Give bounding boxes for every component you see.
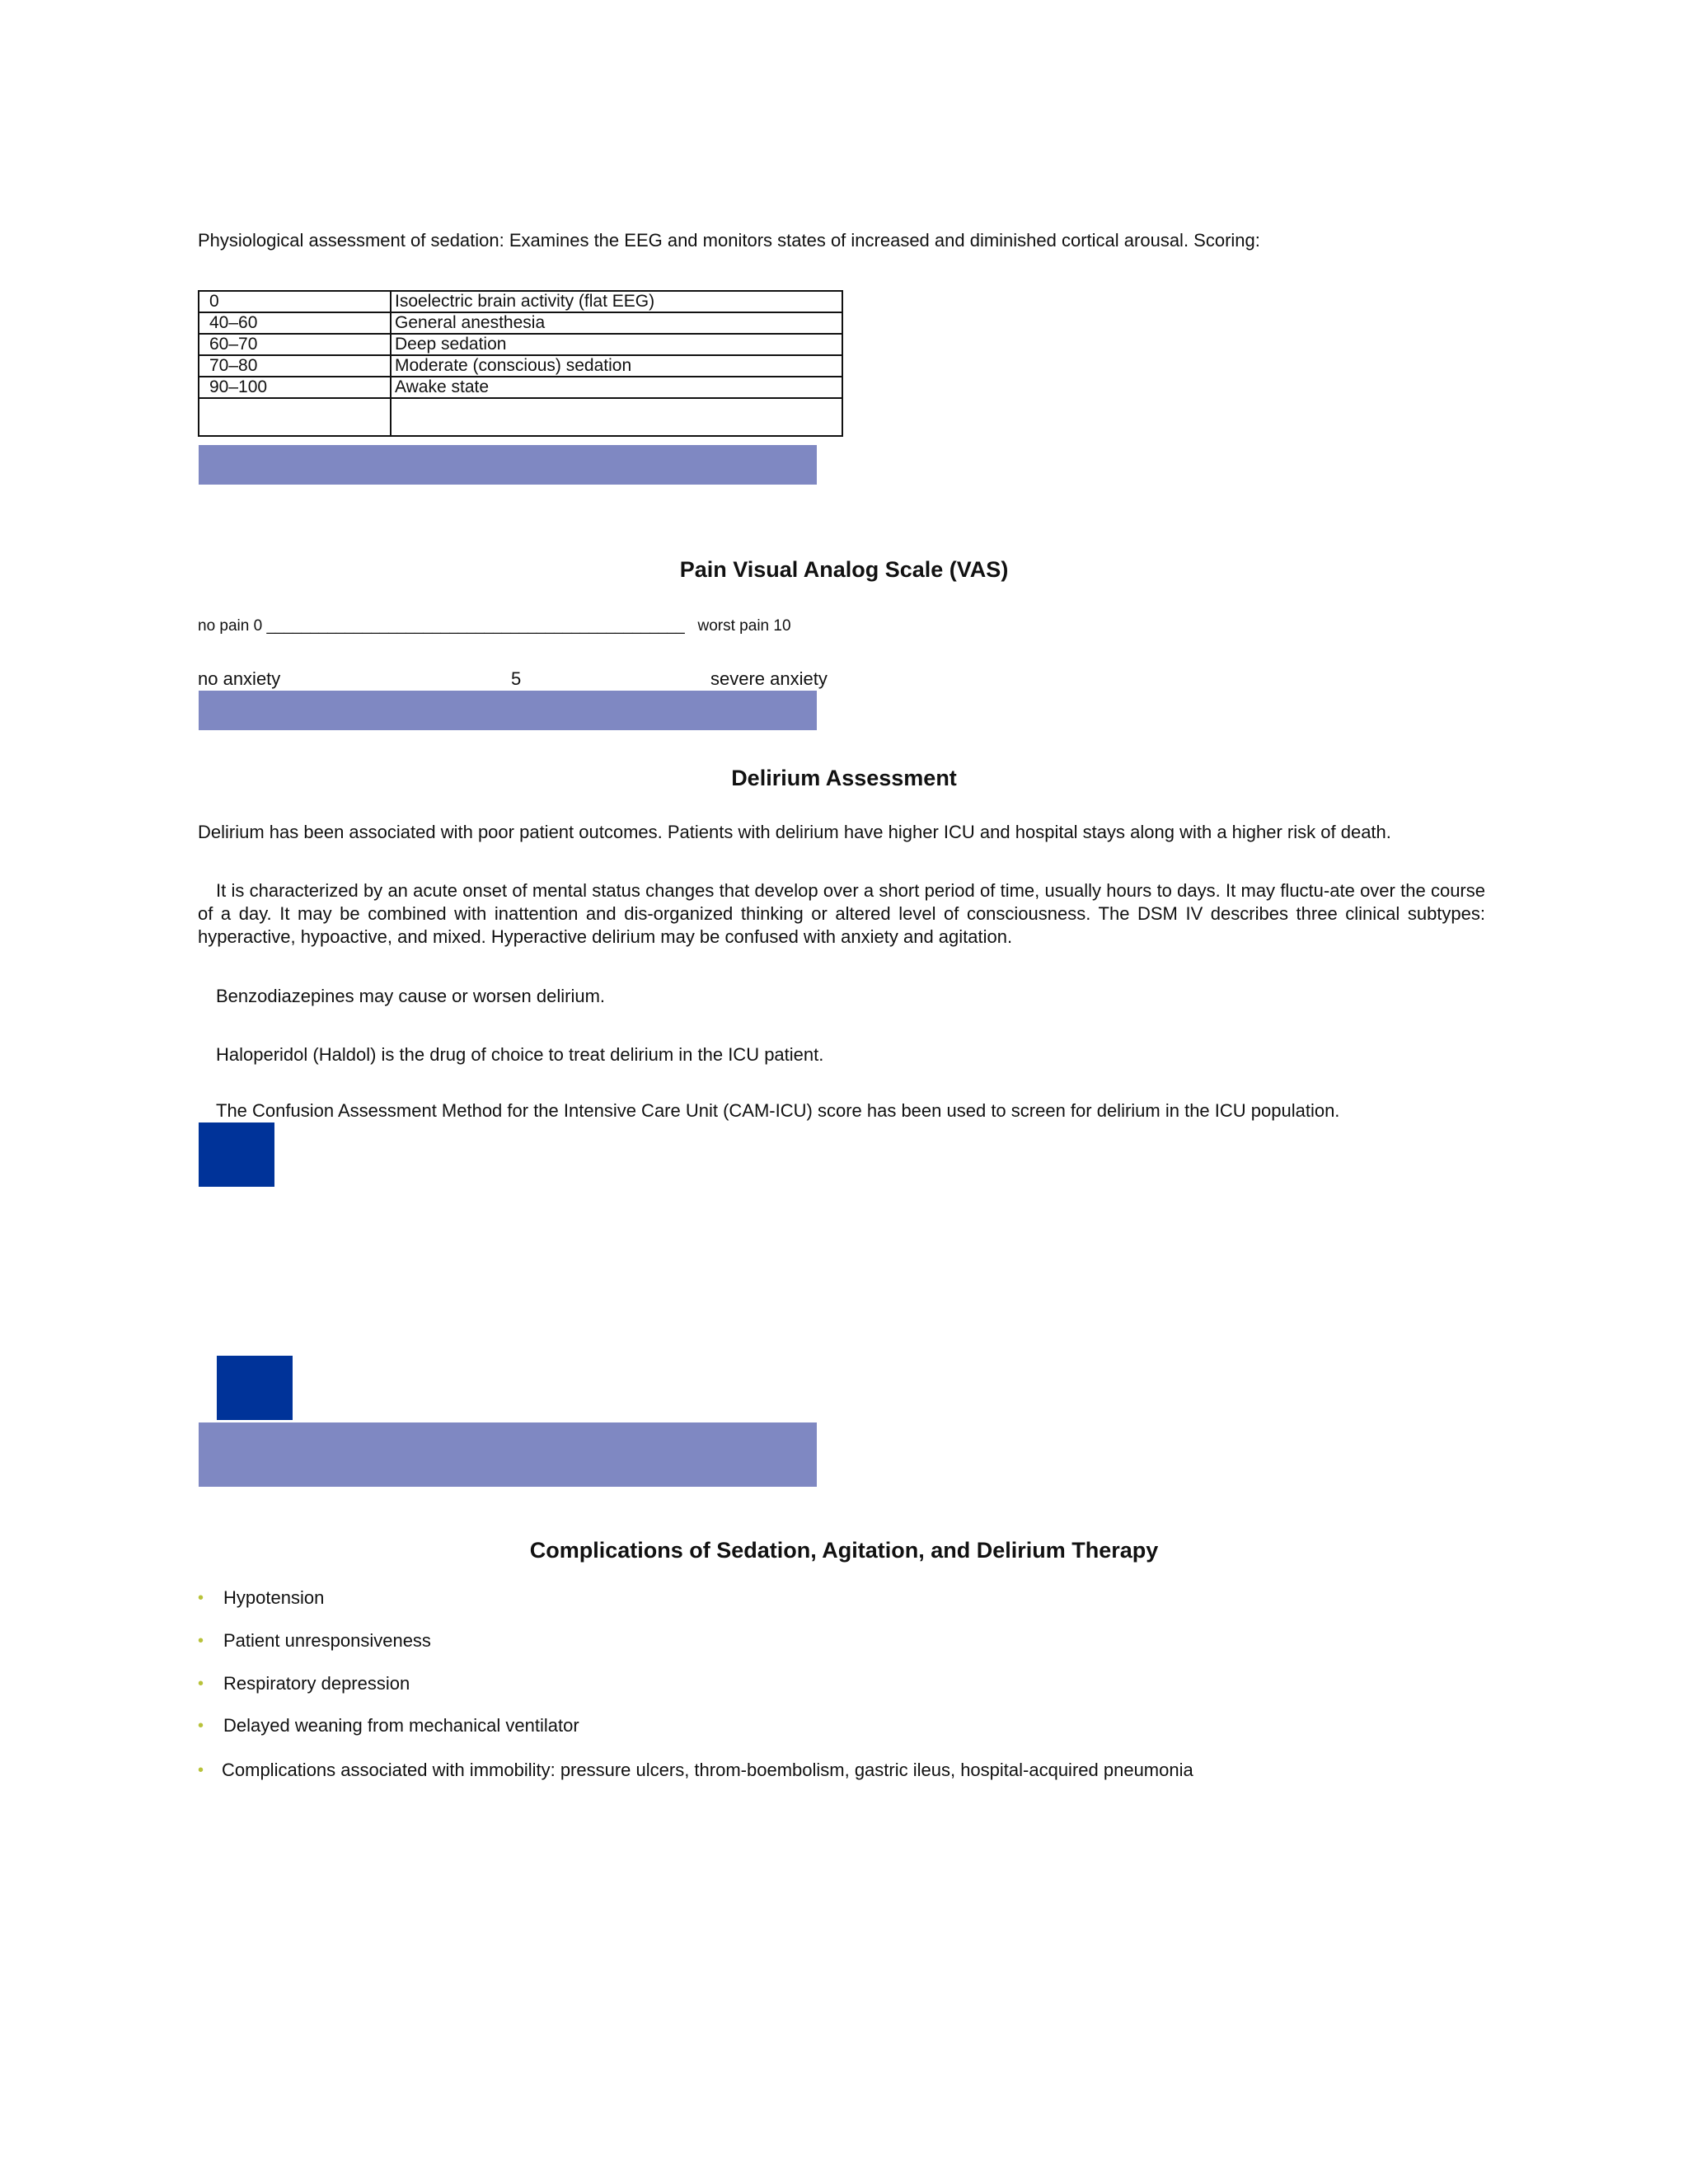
- delirium-title: Delirium Assessment: [731, 766, 957, 790]
- table-row-empty: [199, 398, 842, 436]
- table-row: [199, 355, 842, 377]
- list-item: • Patient unresponsiveness: [198, 1630, 431, 1651]
- complications-title: Complications of Sedation, Agitation, and Delirium Therapy: [529, 1538, 1159, 1563]
- bullet-icon: •: [198, 1717, 204, 1735]
- list-item: • Hypotension: [198, 1587, 325, 1608]
- bullet-icon: •: [198, 1589, 204, 1607]
- state-cell-empty: [391, 398, 842, 436]
- score-cell: 70–80: [199, 355, 391, 377]
- anxiety-scale-mid: 5: [511, 668, 522, 689]
- anxiety-scale-right: severe anxiety: [710, 668, 828, 689]
- section-divider-band: [199, 691, 817, 730]
- bullet-icon: •: [198, 1632, 204, 1650]
- table-row: [199, 377, 842, 398]
- score-cell: 60–70: [199, 334, 391, 355]
- state-cell: Deep sedation: [391, 334, 842, 355]
- complications-list: [198, 1586, 1599, 1782]
- state-cell: Isoelectric brain activity (flat EEG): [391, 291, 842, 312]
- anxiety-scale-left: no anxiety: [198, 668, 281, 689]
- blue-square-block: [199, 1122, 274, 1187]
- state-cell: Awake state: [391, 377, 842, 398]
- bis-score-table: [198, 290, 843, 437]
- pain-scale-line: no pain 0 ________________________________________________ worst pain 10: [198, 617, 791, 635]
- table-row: [199, 312, 842, 334]
- list-item: • Complications associated with immobility: pressure ulcers, throm-boembolism, gastric ileus, hospital-acquired pneumonia: [198, 1760, 1193, 1780]
- intro-paragraph: Physiological assessment of sedation: Examines the EEG and monitors states of increased and diminished cortical arousal. Scoring:: [198, 230, 1260, 251]
- list-item: • Respiratory depression: [198, 1673, 410, 1694]
- score-cell: 40–60: [199, 312, 391, 334]
- delirium-paragraph-4: Haloperidol (Haldol) is the drug of choice to treat delirium in the ICU patient.: [216, 1044, 824, 1065]
- table-row: [199, 334, 842, 355]
- vas-title: Pain Visual Analog Scale (VAS): [679, 557, 1009, 582]
- score-cell: 0: [199, 291, 391, 312]
- delirium-paragraph-3: Benzodiazepines may cause or worsen delirium.: [216, 986, 606, 1006]
- bullet-icon: •: [198, 1761, 204, 1779]
- list-item: • Delayed weaning from mechanical ventilator: [198, 1715, 579, 1736]
- table-row: [199, 291, 842, 312]
- delirium-paragraph-1: Delirium has been associated with poor patient outcomes. Patients with delirium have higher ICU and hospital stays along with a higher risk of death.: [198, 822, 1391, 842]
- score-cell: 90–100: [199, 377, 391, 398]
- section-divider-band: [199, 1422, 817, 1487]
- blue-square-block: [217, 1356, 293, 1420]
- bullet-icon: •: [198, 1675, 204, 1693]
- section-divider-band: [199, 445, 817, 485]
- state-cell: Moderate (conscious) sedation: [391, 355, 842, 377]
- delirium-paragraph-5: The Confusion Assessment Method for the Intensive Care Unit (CAM-ICU) score has been used to screen for delirium in the ICU population.: [216, 1100, 1340, 1121]
- state-cell: General anesthesia: [391, 312, 842, 334]
- delirium-paragraph-2: It is characterized by an acute onset of mental status changes that develop over a short period of time, usually hours to days. It may fluctu-ate over the course of a day. It may be combined with inattention and dis-organized thinking or altered level of consciousness. The DSM IV describes three clinical subtypes: hyperactive, hypoactive, and mixed. Hyperactive delirium may be confused with anxiety and agitation.: [198, 880, 1485, 947]
- score-cell-empty: [199, 398, 391, 436]
